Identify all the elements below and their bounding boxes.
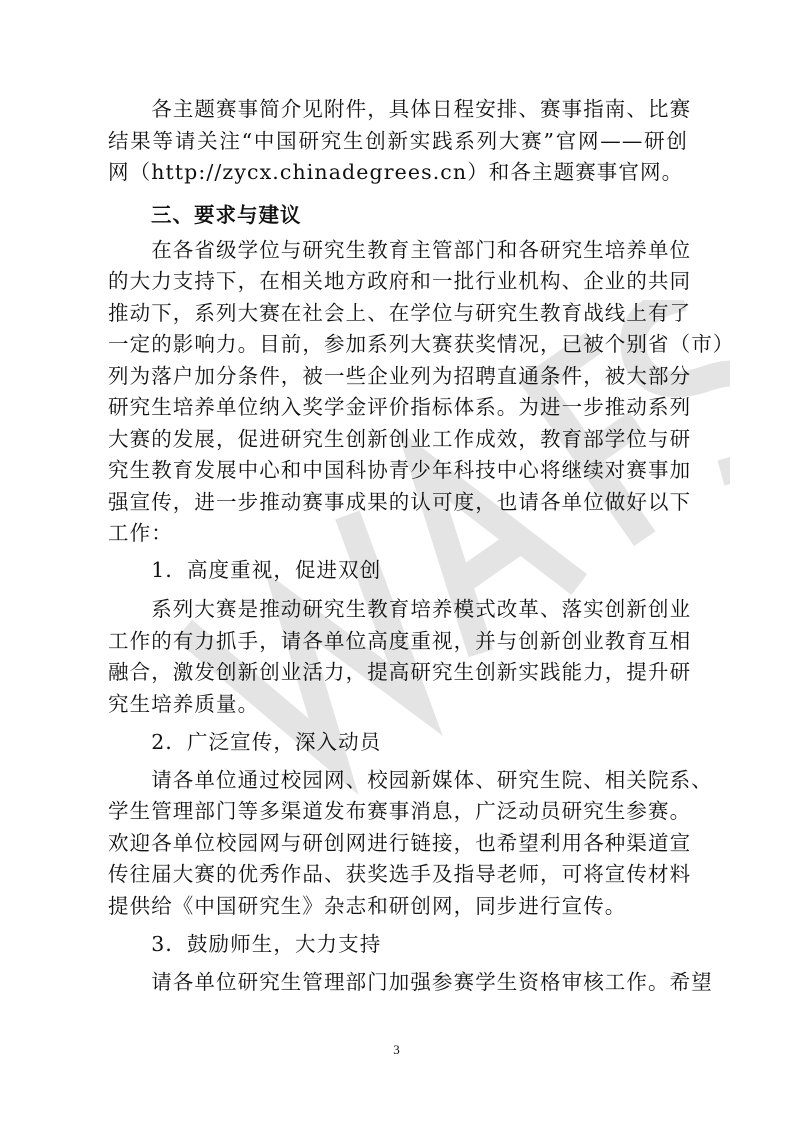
text-line: 在各省级学位与研究生教育主管部门和各研究生培养单位 [108,238,692,262]
text-line: 各主题赛事简介见附件，具体日程安排、赛事指南、比赛 [108,97,692,121]
section-heading: 三、要求与建议 [108,203,302,227]
text-line: 结果等请关注“中国研究生创新实践系列大赛”官网——研创 [108,129,688,153]
text-line: 究生培养质量。 [108,692,260,716]
page-number: 3 [393,1042,400,1057]
text-line: 推动下，系列大赛在社会上、在学位与研究生教育战线上有了 [108,301,692,325]
text-line: 3．鼓励师生，大力支持 [108,932,382,956]
text-line: 传往届大赛的优秀作品、获奖选手及指导老师，可将宣传材料 [108,862,692,886]
text-line: 工作的有力抓手，请各单位高度重视，并与创新创业教育互相 [108,629,692,653]
text-line: 请各单位研究生管理部门加强参赛学生资格审核工作。希望 [108,970,713,994]
text-line: 2．广泛宣传，深入动员 [108,730,382,754]
text-line: 列为落户加分条件，被一些企业列为招聘直通条件，被大部分 [108,364,692,388]
text-line: 强宣传，进一步推动赛事成果的认可度，也请各单位做好以下 [108,490,692,514]
text-line: 融合，激发创新创业活力，提高研究生创新实践能力，提升研 [108,660,692,684]
text-line: 请各单位通过校园网、校园新媒体、研究生院、相关院系、 [108,768,713,792]
text-line: 欢迎各单位校园网与研创网进行链接，也希望利用各种渠道宣 [108,831,692,855]
text-line: 一定的影响力。目前，参加系列大赛获奖情况，已被个别省（市） [108,332,735,356]
text-line: 的大力支持下，在相关地方政府和一批行业机构、企业的共同 [108,269,692,293]
text-line: 学生管理部门等多渠道发布赛事消息，广泛动员研究生参赛。 [108,799,692,823]
text-line: 究生教育发展中心和中国科协青少年科技中心将继续对赛事加 [108,458,692,482]
text-line: 系列大赛是推动研究生教育培养模式改革、落实创新创业 [108,597,692,621]
text-line: 1．高度重视，促进双创 [108,558,382,582]
text-line: 工作： [108,521,173,545]
text-line: 研究生培养单位纳入奖学金评价指标体系。为进一步推动系列 [108,395,692,419]
text-line: 提供给《中国研究生》杂志和研创网，同步进行宣传。 [108,894,627,918]
text-line: 大赛的发展，促进研究生创新创业工作成效，教育部学位与研 [108,427,692,451]
text-line: 网（http://zycx.chinadegrees.cn）和各主题赛事官网。 [108,160,684,184]
